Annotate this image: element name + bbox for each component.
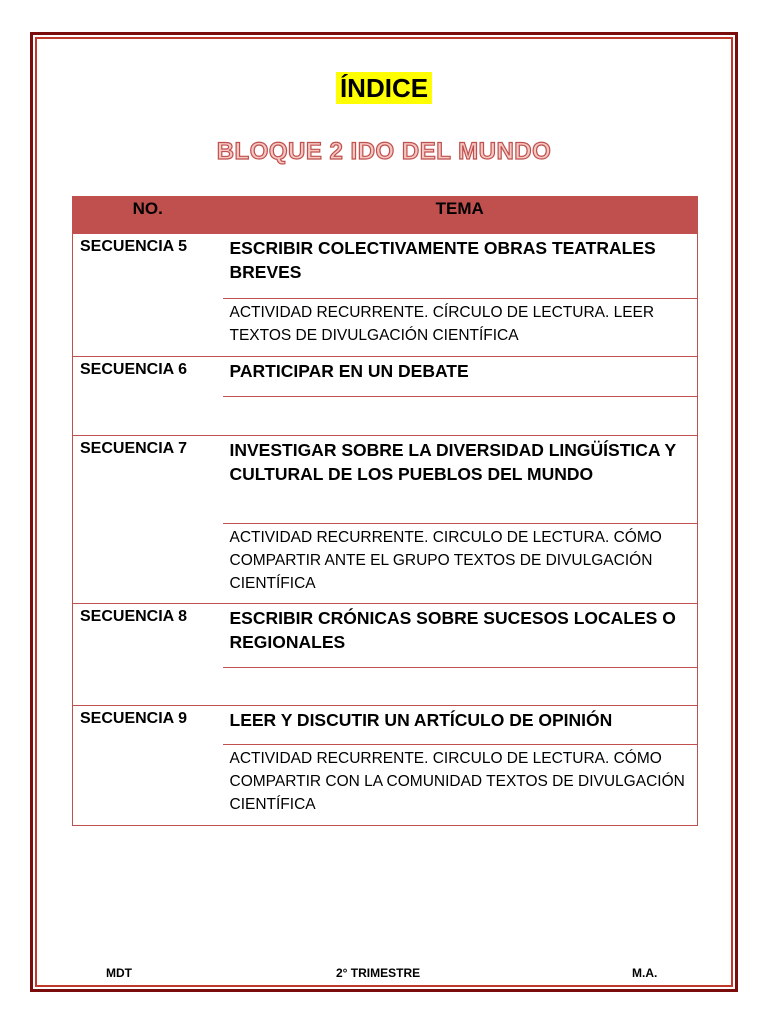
sequence-label: SECUENCIA 5: [80, 238, 187, 255]
sequence-spacer: [73, 396, 223, 435]
sequence-label: SECUENCIA 9: [80, 709, 187, 727]
topic-text: LEER Y DISCUTIR UN ARTÍCULO DE OPINIÓN: [223, 705, 698, 744]
block-subtitle: BLOQUE 2 IDO DEL MUNDO: [216, 138, 552, 165]
index-table: [72, 196, 698, 826]
sequence-spacer: [73, 667, 223, 705]
table-row: [73, 603, 698, 667]
table-row: [73, 435, 698, 523]
footer-center: 2° TRIMESTRE: [336, 966, 421, 980]
header-no: NO.: [73, 196, 223, 234]
sequence-label: SECUENCIA 6: [80, 360, 187, 378]
table-row: [73, 523, 698, 603]
topic-text: ESCRIBIR COLECTIVAMENTE OBRAS TEATRALES BREVES: [223, 234, 698, 298]
activity-text: [223, 396, 698, 435]
table-header-row: [73, 196, 698, 234]
title-container: [0, 72, 768, 104]
activity-text: ACTIVIDAD RECURRENTE. CIRCULO DE LECTURA. CÓMO COMPARTIR ANTE EL GRUPO TEXTOS DE DIVULGACIÓN CIENTÍFICA: [223, 523, 698, 603]
activity-text: [223, 667, 698, 705]
topic-text: ESCRIBIR CRÓNICAS SOBRE SUCESOS LOCALES O REGIONALES: [223, 603, 698, 667]
page-title: ÍNDICE: [336, 72, 432, 104]
activity-text: ACTIVIDAD RECURRENTE. CIRCULO DE LECTURA. CÓMO COMPARTIR CON LA COMUNIDAD TEXTOS DE DIVULGACIÓN CIENTÍFICA: [223, 744, 698, 825]
table-row: [73, 705, 698, 744]
sequence-spacer: [73, 744, 223, 825]
header-tema: TEMA: [223, 196, 698, 234]
topic-text: PARTICIPAR EN UN DEBATE: [223, 356, 698, 396]
table-row: [73, 356, 698, 396]
footer-right: M.A.: [632, 966, 658, 980]
footer-left: MDT: [106, 966, 132, 980]
table-row: [73, 298, 698, 356]
table-row: [73, 234, 698, 298]
sequence-spacer: [73, 523, 223, 603]
sequence-label: SECUENCIA 7: [80, 439, 187, 457]
sequence-spacer: [73, 298, 223, 356]
table-row: [73, 667, 698, 705]
topic-text: INVESTIGAR SOBRE LA DIVERSIDAD LINGÜÍSTICA Y CULTURAL DE LOS PUEBLOS DEL MUNDO: [223, 435, 698, 523]
sequence-label: SECUENCIA 8: [80, 607, 187, 625]
table-row: [73, 744, 698, 825]
table-row: [73, 396, 698, 435]
activity-text: ACTIVIDAD RECURRENTE. CÍRCULO DE LECTURA. LEER TEXTOS DE DIVULGACIÓN CIENTÍFICA: [223, 298, 698, 356]
